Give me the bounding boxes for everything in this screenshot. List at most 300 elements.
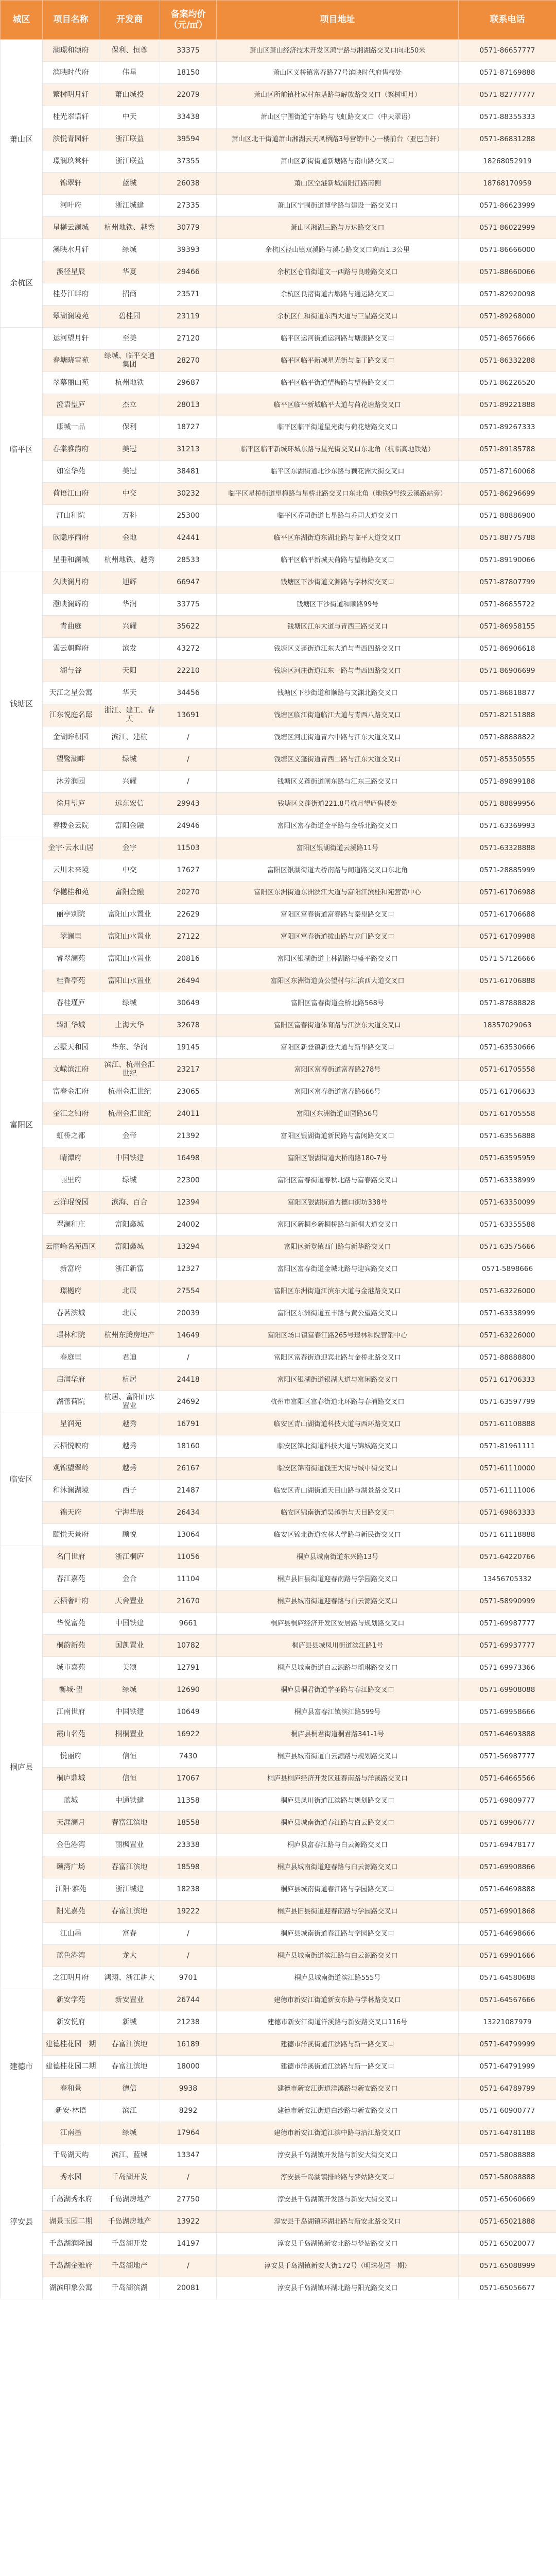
avg-price-cell: 16791 [160, 1413, 217, 1435]
phone-cell: 0571-88775788 [459, 527, 556, 549]
project-name-cell: 启润华府 [43, 1369, 99, 1391]
avg-price-cell: 24418 [160, 1369, 217, 1391]
avg-price-cell: 17627 [160, 859, 217, 882]
avg-price-cell: 24692 [160, 1391, 217, 1413]
project-name-cell: 新富府 [43, 1258, 99, 1280]
project-name-cell: 千岛湖秀水府 [43, 2189, 99, 2211]
address-cell: 桐庐县城南街道迎春路与白云源路交叉口 [217, 1590, 459, 1613]
address-cell: 桐庐县凤川街道江滨路与规划路交叉口 [217, 1790, 459, 1812]
address-cell: 临平区临平新城环城东路与星光街交叉口东北角（杭临高地铁站） [217, 438, 459, 461]
project-name-cell: 观锦望翠岭 [43, 1458, 99, 1480]
project-name-cell: 颐湾广场 [43, 1856, 99, 1878]
developer-cell: 新安置业 [99, 1989, 160, 2011]
phone-cell: 0571-61709988 [459, 926, 556, 948]
project-name-cell: 翠幕丽山苑 [43, 372, 99, 394]
address-cell: 萧山区空港新城浦阳江路南侧 [217, 173, 459, 195]
address-cell: 桐庐县桐庐经济开发区安居路与规划路交叉口 [217, 1613, 459, 1635]
address-cell: 钱塘区下沙街道和顺路与文渊北路交叉口 [217, 682, 459, 704]
avg-price-cell: 24946 [160, 815, 217, 837]
header-developer: 开发商 [99, 1, 160, 40]
project-name-cell: 桐韵新苑 [43, 1635, 99, 1657]
avg-price-cell: 21392 [160, 1125, 217, 1147]
phone-cell: 0571-65060669 [459, 2189, 556, 2211]
table-row [1, 1768, 556, 1790]
avg-price-cell: 35622 [160, 616, 217, 638]
phone-cell: 0571-28885999 [459, 859, 556, 882]
avg-price-cell: 9701 [160, 1967, 217, 1989]
district-cell: 钱塘区 [1, 571, 43, 837]
developer-cell: 富阳金融 [99, 882, 160, 904]
table-row [1, 1258, 556, 1280]
phone-cell: 13221087979 [459, 2011, 556, 2033]
table-row [1, 483, 556, 505]
address-cell: 富阳区富春街道富春路278号 [217, 1059, 459, 1081]
project-name-cell: 溪映水月轩 [43, 239, 99, 261]
district-cell: 临安区 [1, 1413, 43, 1546]
table-row [1, 1413, 556, 1435]
avg-price-cell: 26434 [160, 1502, 217, 1524]
project-name-cell: 江东悦庭名邸 [43, 704, 99, 726]
developer-cell: 伟星 [99, 62, 160, 84]
avg-price-cell: 18150 [160, 62, 217, 84]
phone-cell: 13456705332 [459, 1568, 556, 1590]
developer-cell: 浙江联益 [99, 128, 160, 150]
phone-cell: 0571-65020077 [459, 2233, 556, 2255]
developer-cell: 保利 [99, 416, 160, 438]
phone-cell: 0571-61118888 [459, 1524, 556, 1546]
table-row [1, 594, 556, 616]
address-cell: 杭州市富阳区富春街道北环路与春浦路交叉口 [217, 1391, 459, 1413]
avg-price-cell: 17964 [160, 2122, 217, 2144]
developer-cell: 千岛湖房地产 [99, 2211, 160, 2233]
developer-cell: 浙江桐庐 [99, 1546, 160, 1568]
developer-cell: 杭州地铁 [99, 372, 160, 394]
developer-cell: 浙江城建 [99, 1878, 160, 1901]
phone-cell: 0571-89221888 [459, 394, 556, 416]
developer-cell: 绿城 [99, 992, 160, 1014]
project-name-cell: 春塘晓雪苑 [43, 350, 99, 372]
project-name-cell: 璟樾府 [43, 1280, 99, 1302]
developer-cell: 富阳金融 [99, 815, 160, 837]
project-name-cell: 春棠雅韵府 [43, 438, 99, 461]
address-cell: 富阳区银湖街道银湖大道与富闲路交叉口 [217, 1369, 459, 1391]
address-cell: 富阳区新登镇西门路与新华路交叉口 [217, 1236, 459, 1258]
table-row [1, 1923, 556, 1945]
phone-cell: 0571-69809777 [459, 1790, 556, 1812]
table-row [1, 261, 556, 283]
project-name-cell: 千岛湖天屿 [43, 2144, 99, 2166]
address-cell: 富阳区富春街道富春路与秦望路交叉口 [217, 904, 459, 926]
address-cell: 临平区乔司街道七星路与乔司大道交叉口 [217, 505, 459, 527]
phone-cell: 0571-64789799 [459, 2078, 556, 2100]
developer-cell: 万科 [99, 505, 160, 527]
avg-price-cell: 30779 [160, 217, 217, 239]
avg-price-cell: 18598 [160, 1856, 217, 1878]
developer-cell: 中国铁建 [99, 1613, 160, 1635]
address-cell: 临安区青山湖街道天目山路与湖景路交叉口 [217, 1480, 459, 1502]
table-row [1, 1967, 556, 1989]
project-name-cell: 繁树明月轩 [43, 84, 99, 106]
table-row [1, 859, 556, 882]
avg-price-cell: 28270 [160, 350, 217, 372]
developer-cell: 春富江滨地 [99, 1812, 160, 1834]
developer-cell: 春富江滨地 [99, 2033, 160, 2056]
avg-price-cell: 14197 [160, 2233, 217, 2255]
developer-cell: 中交 [99, 859, 160, 882]
developer-cell: 旭辉 [99, 571, 160, 594]
project-name-cell: 桐庐鼎城 [43, 1768, 99, 1790]
phone-cell: 0571-69908088 [459, 1679, 556, 1701]
address-cell: 钱塘区义蓬街道江东大道与青西四路交叉口 [217, 638, 459, 660]
developer-cell: 富阳山水置业 [99, 970, 160, 992]
table-row [1, 1458, 556, 1480]
table-row [1, 1613, 556, 1635]
address-cell: 建德市新安江街道新安东路与学林路交叉口 [217, 1989, 459, 2011]
district-cell: 建德市 [1, 1989, 43, 2144]
phone-cell: 0571-61111006 [459, 1480, 556, 1502]
phone-cell: 0571-61705558 [459, 1059, 556, 1081]
address-cell: 富阳区富春街道金城北路与迎宾路交叉口 [217, 1258, 459, 1280]
table-row [1, 1901, 556, 1923]
avg-price-cell: 30649 [160, 992, 217, 1014]
project-name-cell: 云洋琨悦园 [43, 1192, 99, 1214]
project-name-cell: 虹桥之都 [43, 1125, 99, 1147]
developer-cell: 春富江滨地 [99, 1856, 160, 1878]
avg-price-cell: 20270 [160, 882, 217, 904]
project-name-cell: 璟澜玖棠轩 [43, 150, 99, 173]
developer-cell: 德信 [99, 2078, 160, 2100]
avg-price-cell: 21238 [160, 2011, 217, 2033]
table-row [1, 1590, 556, 1613]
project-name-cell: 衡城·望 [43, 1679, 99, 1701]
address-cell: 临平区星桥街道望梅路与星桥北路交叉口东北角（地铁9号线云溪路站旁） [217, 483, 459, 505]
project-name-cell: 运河望月轩 [43, 328, 99, 350]
developer-cell: 美颂 [99, 1657, 160, 1679]
table-row [1, 40, 556, 62]
table-row [1, 904, 556, 926]
phone-cell: 0571-64791999 [459, 2056, 556, 2078]
avg-price-cell: 23338 [160, 1834, 217, 1856]
table-row [1, 438, 556, 461]
developer-cell: 兴耀 [99, 616, 160, 638]
developer-cell: 越秀 [99, 1458, 160, 1480]
developer-cell: 杭州东腾房地产 [99, 1325, 160, 1347]
avg-price-cell: 14649 [160, 1325, 217, 1347]
address-cell: 富阳区新桐乡新桐桥路与新桐大道交叉口 [217, 1214, 459, 1236]
developer-cell: 远东宏信 [99, 793, 160, 815]
developer-cell: 中天 [99, 106, 160, 128]
district-cell: 桐庐县 [1, 1546, 43, 1989]
developer-cell: 绿城、临平交通集团 [99, 350, 160, 372]
avg-price-cell: 66947 [160, 571, 217, 594]
project-name-cell: 河叶府 [43, 195, 99, 217]
developer-cell: 绿城 [99, 749, 160, 771]
phone-cell: 0571-61706988 [459, 882, 556, 904]
avg-price-cell: 16498 [160, 1147, 217, 1170]
phone-cell: 0571-61706333 [459, 1369, 556, 1391]
phone-cell: 0571-88899956 [459, 793, 556, 815]
project-name-cell: 滨映时代府 [43, 62, 99, 84]
table-row [1, 1170, 556, 1192]
project-name-cell: 江山墨 [43, 1923, 99, 1945]
table-row [1, 616, 556, 638]
avg-price-cell: 29466 [160, 261, 217, 283]
avg-price-cell: 27122 [160, 926, 217, 948]
phone-cell: 0571-63355588 [459, 1214, 556, 1236]
table-row [1, 1081, 556, 1103]
address-cell: 桐庐县城南街道春江路与白云路交叉口 [217, 1812, 459, 1834]
avg-price-cell: 21670 [160, 1590, 217, 1613]
avg-price-cell: 26167 [160, 1458, 217, 1480]
table-row [1, 571, 556, 594]
phone-cell: 0571-64698888 [459, 1878, 556, 1901]
address-cell: 钱塘区义蓬街道闸东路与江东三路交叉口 [217, 771, 459, 793]
developer-cell: 杭州金汇世纪 [99, 1103, 160, 1125]
address-cell: 临平区东湖街道东湖北路与临平大道交叉口 [217, 527, 459, 549]
avg-price-cell: 17067 [160, 1768, 217, 1790]
developer-cell: 宁海华辰 [99, 1502, 160, 1524]
phone-cell: 0571-86831288 [459, 128, 556, 150]
project-name-cell: 湖滨印象公寓 [43, 2277, 99, 2299]
avg-price-cell: 11358 [160, 1790, 217, 1812]
avg-price-cell: 23065 [160, 1081, 217, 1103]
phone-cell: 0571-69901868 [459, 1901, 556, 1923]
phone-cell: 0571-86332288 [459, 350, 556, 372]
developer-cell: 滨发 [99, 638, 160, 660]
address-cell: 富阳区银湖街道大桥南路与闻道路交叉口东北角 [217, 859, 459, 882]
project-name-cell: 富春金汇府 [43, 1081, 99, 1103]
developer-cell: 绿城 [99, 1679, 160, 1701]
phone-cell: 0571-86022999 [459, 217, 556, 239]
developer-cell: 绿城 [99, 239, 160, 261]
address-cell: 建德市洋溪街道江滨路与新一路交叉口 [217, 2033, 459, 2056]
address-cell: 建德市新安江街道洋溪路与新安路交叉口 [217, 2078, 459, 2100]
project-name-cell: 青曲庭 [43, 616, 99, 638]
avg-price-cell: 33775 [160, 594, 217, 616]
table-row [1, 128, 556, 150]
phone-cell: 0571-87888828 [459, 992, 556, 1014]
table-row [1, 2100, 556, 2122]
table-row [1, 793, 556, 815]
developer-cell: 保利、恒尊 [99, 40, 160, 62]
address-cell: 萧山区北干街道萧山湘湖云天凤栖路3号营销中心一楼前台（亚巴言轩） [217, 128, 459, 150]
phone-cell: 0571-81961111 [459, 1435, 556, 1458]
phone-cell: 0571-65056677 [459, 2277, 556, 2299]
project-name-cell: 千岛湖金雅府 [43, 2255, 99, 2277]
project-name-cell: 澄映澜辉府 [43, 594, 99, 616]
address-cell: 富阳区银湖街道大桥南路180-7号 [217, 1147, 459, 1170]
address-cell: 桐庐县富春江镇滨江路599号 [217, 1701, 459, 1723]
developer-cell: 浙江、建工、春天 [99, 704, 160, 726]
phone-cell: 18357029063 [459, 1014, 556, 1037]
address-cell: 淳安县千岛湖镇开发路与新安大街交叉口 [217, 2144, 459, 2166]
project-name-cell: 阳光嘉苑 [43, 1901, 99, 1923]
phone-cell: 0571-64698666 [459, 1923, 556, 1945]
avg-price-cell: 11503 [160, 837, 217, 859]
address-cell: 建德市新安江街道江滨中路与沿江路交叉口 [217, 2122, 459, 2144]
project-name-cell: 汀山和院 [43, 505, 99, 527]
phone-cell: 0571-87169888 [459, 62, 556, 84]
phone-cell: 0571-89268000 [459, 306, 556, 328]
address-cell: 桐庐县城南街道滨江路与白云源路交叉口 [217, 1945, 459, 1967]
developer-cell: 华天 [99, 682, 160, 704]
developer-cell: 金帝 [99, 1125, 160, 1147]
table-row [1, 2056, 556, 2078]
district-cell: 富阳区 [1, 837, 43, 1413]
phone-cell: 0571-63575666 [459, 1236, 556, 1258]
phone-cell: 0571-61706888 [459, 970, 556, 992]
project-name-cell: 久映澜月府 [43, 571, 99, 594]
developer-cell: 中国铁建 [99, 1147, 160, 1170]
project-name-cell: 徐月望庐 [43, 793, 99, 815]
developer-cell: 杰立 [99, 394, 160, 416]
avg-price-cell: 18000 [160, 2056, 217, 2078]
table-row [1, 2277, 556, 2299]
phone-cell: 0571-56987777 [459, 1745, 556, 1768]
phone-cell: 0571-63595959 [459, 1147, 556, 1170]
table-row [1, 62, 556, 84]
address-cell: 富阳区富春街道富春路666号 [217, 1081, 459, 1103]
table-row [1, 1103, 556, 1125]
table-row [1, 217, 556, 239]
project-name-cell: 和沐澜湖境 [43, 1480, 99, 1502]
table-row [1, 1059, 556, 1081]
avg-price-cell: 21487 [160, 1480, 217, 1502]
phone-cell: 0571-61108888 [459, 1413, 556, 1435]
district-cell: 萧山区 [1, 40, 43, 239]
table-row [1, 970, 556, 992]
project-name-cell: 江南世府 [43, 1701, 99, 1723]
developer-cell: 杭居、富阳山水置业 [99, 1391, 160, 1413]
developer-cell: 信恒 [99, 1768, 160, 1790]
phone-cell: 0571-65088999 [459, 2255, 556, 2277]
developer-cell: 天阳 [99, 660, 160, 682]
address-cell: 桐庐县城南街道白云源路与瑶琳路交叉口 [217, 1657, 459, 1679]
address-cell: 临安区锦北街道科技大道与锦城路交叉口 [217, 1435, 459, 1458]
avg-price-cell: / [160, 2166, 217, 2189]
phone-cell: 0571-89185788 [459, 438, 556, 461]
table-row [1, 1014, 556, 1037]
avg-price-cell: 11104 [160, 1568, 217, 1590]
avg-price-cell: 16922 [160, 1723, 217, 1745]
phone-cell: 0571-89899188 [459, 771, 556, 793]
developer-cell: 滨江、杭州金汇世纪 [99, 1059, 160, 1081]
developer-cell: 千岛湖滨湖 [99, 2277, 160, 2299]
table-row [1, 1037, 556, 1059]
developer-cell: 金合 [99, 1568, 160, 1590]
table-row [1, 1812, 556, 1834]
address-cell: 萧山区所前镇杜家村东塔路与解放路交叉口（繁树明月） [217, 84, 459, 106]
developer-cell: 至美 [99, 328, 160, 350]
project-name-cell: 滨悦青园轩 [43, 128, 99, 150]
project-name-cell: 云川未来境 [43, 859, 99, 882]
address-cell: 富阳区富春街道体育路与江滨东大道交叉口 [217, 1014, 459, 1037]
developer-cell: 国凯置业 [99, 1635, 160, 1657]
table-row [1, 1834, 556, 1856]
avg-price-cell: 22079 [160, 84, 217, 106]
table-row [1, 1192, 556, 1214]
table-row [1, 2233, 556, 2255]
avg-price-cell: 13347 [160, 2144, 217, 2166]
phone-cell: 0571-88888822 [459, 726, 556, 749]
avg-price-cell: / [160, 1923, 217, 1945]
table-row [1, 239, 556, 261]
avg-price-cell: 11056 [160, 1546, 217, 1568]
address-cell: 余杭区仁和街道东西大道与三星路交叉口 [217, 306, 459, 328]
table-row [1, 2033, 556, 2056]
project-name-cell: 新安·林语 [43, 2100, 99, 2122]
phone-cell: 0571-69478177 [459, 1834, 556, 1856]
developer-cell: 千岛湖开发 [99, 2233, 160, 2255]
table-row [1, 549, 556, 571]
avg-price-cell: 18160 [160, 1435, 217, 1458]
address-cell: 富阳区场口镇富春江路265号璟林和院营销中心 [217, 1325, 459, 1347]
table-row [1, 1568, 556, 1590]
developer-cell: 君迪 [99, 1347, 160, 1369]
project-name-cell: 丽里府 [43, 1170, 99, 1192]
table-row [1, 1435, 556, 1458]
table-row [1, 173, 556, 195]
address-cell: 钱塘区义蓬街道221.8号杭月望庐售楼处 [217, 793, 459, 815]
phone-cell: 0571-64567666 [459, 1989, 556, 2011]
phone-cell: 0571-69901666 [459, 1945, 556, 1967]
address-cell: 桐庐县城南街道春江路与学园路交叉口 [217, 1923, 459, 1945]
address-cell: 富阳区富春街道春秋北路与富春路交叉口 [217, 1170, 459, 1192]
avg-price-cell: / [160, 771, 217, 793]
developer-cell: 富阳山水置业 [99, 926, 160, 948]
phone-cell: 0571-64665566 [459, 1768, 556, 1790]
project-name-cell: 天涯澜月 [43, 1812, 99, 1834]
project-name-cell: 溪径星辰 [43, 261, 99, 283]
developer-cell: 中通铁建 [99, 1790, 160, 1812]
developer-cell: 天舍置业 [99, 1590, 160, 1613]
table-row [1, 1945, 556, 1967]
project-name-cell: 天江之星公寓 [43, 682, 99, 704]
phone-cell: 0571-69987777 [459, 1613, 556, 1635]
developer-cell: 美冠 [99, 438, 160, 461]
address-cell: 建德市新安江街道洋溪路与新安路交叉口116号 [217, 2011, 459, 2033]
developer-cell: 滨江、建杭 [99, 726, 160, 749]
phone-cell: 0571-88888800 [459, 1347, 556, 1369]
table-row [1, 815, 556, 837]
district-cell: 余杭区 [1, 239, 43, 328]
address-cell: 富阳区东洲街道江滨东大道与金港路交叉口 [217, 1280, 459, 1302]
project-name-cell: 春桂瑾庐 [43, 992, 99, 1014]
address-cell: 钱塘区河庄街道青六中路与江东大道交叉口 [217, 726, 459, 749]
avg-price-cell: 20816 [160, 948, 217, 970]
table-row [1, 195, 556, 217]
avg-price-cell: 24002 [160, 1214, 217, 1236]
project-name-cell: 云墅天和园 [43, 1037, 99, 1059]
avg-price-cell: / [160, 726, 217, 749]
project-name-cell: 金宇·云水山居 [43, 837, 99, 859]
avg-price-cell: 33375 [160, 40, 217, 62]
project-name-cell: 澄语望庐 [43, 394, 99, 416]
table-row [1, 1989, 556, 2011]
avg-price-cell: 7430 [160, 1745, 217, 1768]
project-name-cell: 江南墨 [43, 2122, 99, 2144]
table-row [1, 682, 556, 704]
address-cell: 富阳区东洲街道田园路56号 [217, 1103, 459, 1125]
phone-cell: 0571-64693888 [459, 1723, 556, 1745]
developer-cell: 富阳山水置业 [99, 904, 160, 926]
address-cell: 富阳区东洲街道东洲滨江大道与富阳江滨桂和苑营销中心 [217, 882, 459, 904]
avg-price-cell: 39594 [160, 128, 217, 150]
address-cell: 淳安县千岛湖镇环湖北路与新安北路交叉口 [217, 2211, 459, 2233]
avg-price-cell: 12690 [160, 1679, 217, 1701]
table-row [1, 2255, 556, 2277]
developer-cell: 越秀 [99, 1435, 160, 1458]
